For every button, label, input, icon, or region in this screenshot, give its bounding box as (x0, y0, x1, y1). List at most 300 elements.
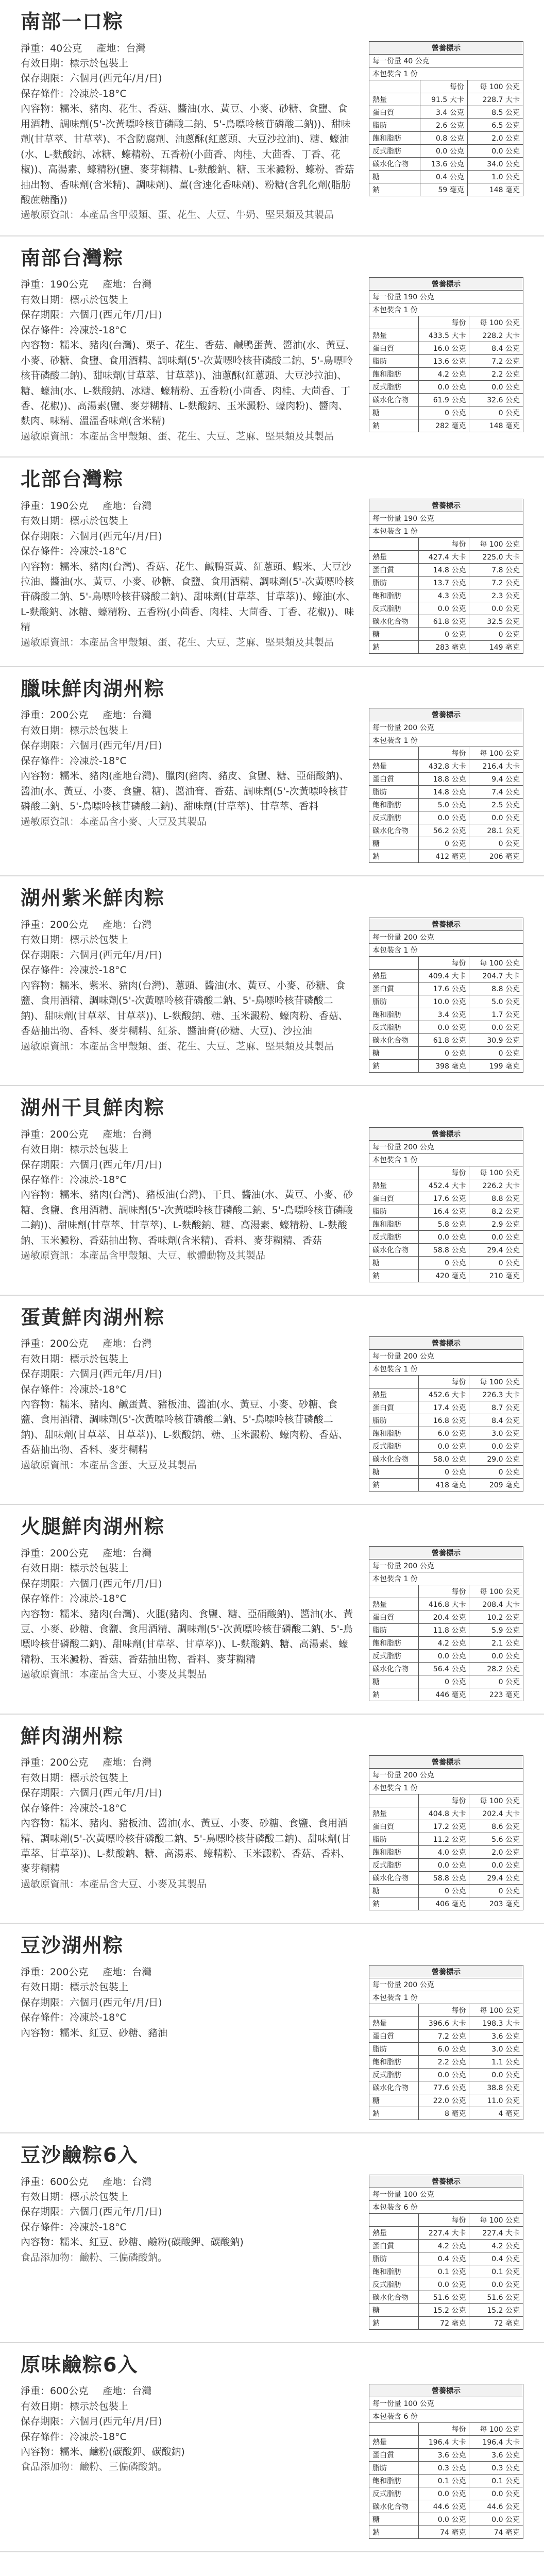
shelf-life-label: 保存期限： (21, 73, 70, 84)
nutrient-per-100g: 228.2 大卡 (469, 329, 523, 342)
nutrient-per-serving: 3.4 公克 (420, 106, 468, 118)
nutrient-row (369, 2316, 523, 2329)
nutrient-per-100g: 6.5 公克 (467, 118, 523, 131)
nutrient-row (369, 811, 523, 824)
nutrient-row (369, 93, 523, 106)
nutrient-per-100g: 0 公克 (469, 837, 523, 850)
expiry-row (21, 1771, 356, 1786)
nutrient-row (369, 406, 523, 419)
shelf-life-label: 保存期限： (21, 530, 70, 542)
net-weight-label: 淨重： (21, 1757, 50, 1769)
nutrient-per-100g: 3.6 公克 (469, 2449, 523, 2462)
nutrient-row (369, 170, 523, 183)
nutrient-name: 鈉 (369, 1269, 419, 1282)
nutrient-per-serving: 0 公克 (418, 1885, 469, 1897)
shelf-life-value: 六個月(西元年/月/日) (70, 2206, 162, 2218)
nutrient-row (369, 1688, 523, 1701)
nutrient-name: 脂肪 (369, 2252, 419, 2265)
nutrient-name: 脂肪 (369, 355, 419, 368)
product-title: 北部台灣粽 (21, 468, 124, 491)
nutrient-per-100g: 4.2 公克 (469, 2239, 523, 2252)
storage-row (21, 2430, 356, 2445)
expiry-value: 標示於包裝上 (70, 2400, 129, 2412)
expiry-row (21, 2190, 356, 2205)
nutrient-row (369, 1217, 523, 1230)
nutrient-per-serving: 11.8 公克 (418, 1623, 469, 1636)
nutrient-per-100g: 51.6 公克 (469, 2291, 523, 2303)
nutrient-name: 蛋白質 (369, 106, 420, 118)
nutrient-per-serving: 17.2 公克 (418, 1820, 469, 1833)
nutrient-name: 蛋白質 (369, 1401, 419, 1414)
nutrition-table (369, 1336, 523, 1492)
nutrient-per-serving: 61.8 公克 (418, 615, 469, 628)
nutrient-col-blank (369, 1376, 419, 1388)
nutrition-header: 營養標示 (369, 1965, 523, 1978)
nutrient-per-100g: 4 毫克 (469, 2107, 523, 2120)
nutrient-name: 蛋白質 (369, 2449, 419, 2462)
nutrient-per-100g: 0 公克 (469, 1466, 523, 1479)
storage-row (21, 323, 356, 338)
nutrient-name: 反式脂肪 (369, 2487, 419, 2500)
origin-value: 台灣 (132, 1547, 152, 1559)
ingredients-text (21, 2235, 244, 2250)
nutrient-per-100g: 2.2 公克 (469, 368, 523, 381)
net-weight-row (21, 1965, 356, 1980)
serving-size: 每一份量 200 公克 (369, 1978, 523, 1991)
nutrition-header: 營養標示 (369, 918, 523, 931)
nutrient-name: 鈉 (369, 183, 420, 196)
nutrient-per-100g: 38.8 公克 (469, 2081, 523, 2094)
nutrient-col-blank (369, 537, 419, 550)
nutrient-per-serving: 6.0 公克 (418, 1427, 469, 1440)
product-section (0, 2343, 544, 2553)
nutrient-row (369, 2069, 523, 2081)
nutrient-per-100g: 204.7 大卡 (469, 970, 523, 982)
shelf-life-row (21, 738, 356, 753)
ingredients-row (21, 2235, 356, 2250)
nutrition-header: 營養標示 (369, 499, 523, 512)
nutrient-name: 熱量 (369, 2226, 419, 2239)
nutrient-name: 碳水化合物 (369, 1662, 419, 1675)
per-100g-header: 每 100 公克 (469, 2423, 523, 2436)
shelf-life-label: 保存期限： (21, 740, 70, 752)
nutrient-per-100g: 199 毫克 (469, 1060, 523, 1073)
net-weight-value: 200公克 (50, 919, 89, 931)
nutrient-per-serving: 404.8 大卡 (418, 1807, 469, 1820)
product-title: 湖州干貝鮮肉粽 (21, 1096, 165, 1120)
nutrient-name: 碳水化合物 (369, 2500, 419, 2513)
allergen-row (21, 635, 356, 650)
nutrient-per-serving: 61.9 公克 (418, 394, 469, 406)
nutrient-row (369, 1243, 523, 1256)
ingredients-text (21, 101, 356, 208)
nutrient-per-100g: 7.4 公克 (469, 786, 523, 799)
serving-size: 每一份量 200 公克 (369, 1350, 523, 1363)
nutrition-panel (369, 1127, 523, 1282)
nutrient-name: 糖 (369, 170, 420, 183)
nutrient-per-100g: 0.0 公克 (469, 381, 523, 394)
servings-per-package: 本包裝含 6 份 (369, 2200, 523, 2213)
expiry-label: 有效日期： (21, 2191, 70, 2203)
expiry-row (21, 2399, 356, 2414)
allergen-row (21, 1039, 356, 1054)
nutrient-per-100g: 196.4 大卡 (469, 2436, 523, 2449)
per-serving-header: 每份 (418, 2423, 469, 2436)
nutrient-name: 飽和脂肪 (369, 1846, 419, 1859)
nutrient-per-100g: 148 毫克 (469, 419, 523, 432)
nutrient-per-serving: 0.4 公克 (418, 2252, 469, 2265)
nutrient-row (369, 2265, 523, 2278)
ingredients-label: 內容物： (21, 1398, 60, 1410)
nutrient-per-serving: 17.4 公克 (418, 1401, 469, 1414)
nutrient-name: 糖 (369, 628, 419, 640)
nutrient-col-blank (369, 316, 419, 329)
nutrition-table (369, 41, 523, 196)
nutrient-name: 反式脂肪 (369, 2278, 419, 2291)
nutrient-per-serving: 56.2 公克 (418, 824, 469, 837)
nutrient-row (369, 1192, 523, 1205)
nutrient-per-100g: 0.0 公克 (469, 1021, 523, 1034)
nutrient-name: 蛋白質 (369, 563, 419, 576)
shelf-life-label: 保存期限： (21, 949, 70, 961)
per-serving-header: 每份 (418, 1376, 469, 1388)
nutrient-name: 脂肪 (369, 1833, 419, 1846)
nutrient-per-serving: 58.8 公克 (418, 1243, 469, 1256)
nutrient-per-100g: 5.0 公克 (469, 995, 523, 1008)
servings-per-package: 本包裝含 1 份 (369, 944, 523, 957)
net-weight-label: 淨重： (21, 1547, 50, 1559)
nutrient-per-serving: 18.8 公克 (418, 773, 469, 786)
nutrient-row (369, 850, 523, 863)
per-100g-header: 每 100 公克 (469, 316, 523, 329)
nutrient-name: 飽和脂肪 (369, 131, 420, 144)
nutrient-per-serving: 17.6 公克 (418, 982, 469, 995)
nutrient-name: 蛋白質 (369, 773, 419, 786)
nutrient-row (369, 1008, 523, 1021)
nutrient-per-serving: 0.0 公克 (418, 1230, 469, 1243)
nutrient-row (369, 2436, 523, 2449)
shelf-life-row (21, 1367, 356, 1382)
nutrient-name: 蛋白質 (369, 2030, 419, 2043)
nutrient-row (369, 2500, 523, 2513)
nutrient-per-serving: 0.0 公克 (418, 2069, 469, 2081)
nutrient-per-serving: 283 毫克 (418, 640, 469, 653)
ingredients-label: 內容物： (21, 340, 60, 351)
ingredients-text (21, 978, 356, 1039)
allergen-text: 過敏原資訊：本產品含小麥、大豆及其製品 (21, 816, 207, 827)
nutrient-row (369, 1021, 523, 1034)
nutrient-name: 飽和脂肪 (369, 2475, 419, 2487)
nutrient-per-serving: 3.4 公克 (418, 1008, 469, 1021)
per-100g-header: 每 100 公克 (469, 957, 523, 970)
nutrient-name: 熱量 (369, 970, 419, 982)
nutrient-per-serving: 13.7 公克 (418, 576, 469, 589)
nutrient-name: 反式脂肪 (369, 1859, 419, 1872)
nutrient-per-100g: 203 毫克 (469, 1897, 523, 1910)
product-section (0, 1296, 544, 1505)
nutrition-header: 營養標示 (369, 1127, 523, 1140)
ingredients-value: 糯米、紅豆、砂糖、豬油 (60, 2027, 168, 2039)
nutrient-per-serving: 74 毫克 (418, 2526, 469, 2539)
ingredients-value: 糯米、紅豆、砂糖、鹼粉(碳酸鉀、碳酸鈉) (60, 2236, 244, 2248)
shelf-life-value: 六個月(西元年/月/日) (70, 1578, 162, 1589)
nutrition-panel (369, 41, 523, 223)
ingredients-value: 糯米、豬肉(台灣)、香菇、花生、鹹鴨蛋黃、紅蔥頭、蝦米、大豆沙拉油、醬油(水、黃豆、小麥、砂糖、食鹽、食用酒精、調味劑(5'-次黃嘌呤核苷磷酸二鈉、5'-鳥嘌呤核苷磷酸二鈉)、甜味劑(甘草萃、甘草萃))、蠔油(水、L-麩酸鈉、冰糖、蠔精粉、五香粉(小茴香、肉桂、大茴香、丁香、花椒))、味精 (21, 561, 356, 633)
product-info (21, 708, 356, 863)
nutrient-name: 蛋白質 (369, 1192, 419, 1205)
nutrient-row (369, 2094, 523, 2107)
ingredients-value: 糯米、豬肉、鹹蛋黃、豬板油、醬油(水、黃豆、小麥、砂糖、食鹽、食用酒精、調味劑(5'-次黃嘌呤核苷磷酸二鈉、5'-鳥嘌呤核苷磷酸二鈉)、甜味劑(甘草萃、甘草萃))、L-麩酸鈉、糖、玉米澱粉、蠔肉粉、香菇、香菇抽出物、香料、麥芽糊精 (21, 1398, 348, 1456)
nutrition-table (369, 2175, 523, 2330)
per-100g-header: 每 100 公克 (469, 1166, 523, 1179)
nutrient-name: 糖 (369, 1256, 419, 1269)
nutrient-name: 鈉 (369, 850, 419, 863)
nutrient-per-serving: 420 毫克 (418, 1269, 469, 1282)
net-weight-row (21, 499, 356, 514)
storage-row (21, 1173, 356, 1188)
nutrient-per-100g: 0 公克 (469, 1885, 523, 1897)
shelf-life-value: 六個月(西元年/月/日) (70, 530, 162, 542)
origin-value: 台灣 (132, 709, 152, 721)
net-weight-label: 淨重： (21, 1967, 50, 1978)
origin-value: 台灣 (132, 2176, 152, 2188)
nutrient-per-serving: 5.8 公克 (418, 1217, 469, 1230)
nutrient-per-100g: 226.3 大卡 (469, 1388, 523, 1401)
nutrient-name: 熱量 (369, 1388, 419, 1401)
nutrient-per-100g: 202.4 大卡 (469, 1807, 523, 1820)
net-weight-row (21, 41, 356, 56)
ingredients-row (21, 1397, 356, 1458)
nutrient-per-serving: 11.2 公克 (418, 1833, 469, 1846)
storage-value: 冷凍於-18°C (70, 1174, 127, 1185)
shelf-life-row (21, 71, 356, 86)
ingredients-label: 內容物： (21, 770, 60, 782)
nutrient-row (369, 837, 523, 850)
nutrient-row (369, 355, 523, 368)
product-info (21, 1755, 356, 1910)
net-weight-label: 淨重： (21, 42, 50, 54)
product-title: 蛋黃鮮肉湖州粽 (21, 1306, 165, 1329)
per-100g-header: 每 100 公克 (469, 2004, 523, 2017)
product-info (21, 277, 356, 444)
nutrient-row (369, 563, 523, 576)
nutrient-per-100g: 8.2 公克 (469, 1205, 523, 1217)
nutrient-per-serving: 412 毫克 (418, 850, 469, 863)
ingredients-text (21, 1188, 356, 1248)
nutrient-name: 飽和脂肪 (369, 368, 419, 381)
nutrient-row (369, 550, 523, 563)
expiry-value: 標示於包裝上 (70, 1353, 129, 1365)
nutrient-per-100g: 32.5 公克 (469, 615, 523, 628)
nutrient-row (369, 640, 523, 653)
nutrient-per-serving: 196.4 大卡 (418, 2436, 469, 2449)
product-info (21, 1336, 356, 1492)
ingredients-row (21, 769, 356, 814)
nutrient-name: 碳水化合物 (369, 824, 419, 837)
storage-label: 保存條件： (21, 2012, 70, 2024)
nutrient-per-serving: 13.6 公克 (418, 355, 469, 368)
storage-row (21, 1382, 356, 1397)
nutrient-col-blank (369, 2213, 419, 2226)
nutrient-per-serving: 0 公克 (418, 1047, 469, 1060)
nutrient-per-100g: 3.6 公克 (469, 2030, 523, 2043)
nutrient-per-serving: 0.3 公克 (418, 2462, 469, 2475)
nutrient-row (369, 118, 523, 131)
expiry-value: 標示於包裝上 (70, 724, 129, 736)
nutrient-per-100g: 0.0 公克 (469, 2487, 523, 2500)
nutrition-header: 營養標示 (369, 708, 523, 721)
nutrient-name: 脂肪 (369, 576, 419, 589)
nutrient-per-serving: 2.6 公克 (420, 118, 468, 131)
nutrition-header: 營養標示 (369, 1756, 523, 1769)
servings-per-package: 本包裝含 1 份 (369, 1572, 523, 1585)
nutrient-per-100g: 0.0 公克 (469, 1440, 523, 1453)
nutrient-name: 脂肪 (369, 1623, 419, 1636)
expiry-value: 標示於包裝上 (70, 1144, 129, 1156)
nutrient-col-blank (369, 80, 420, 93)
origin-label: 產地： (103, 279, 132, 291)
shelf-life-value: 六個月(西元年/月/日) (70, 309, 162, 321)
per-serving-header: 每份 (418, 537, 469, 550)
per-100g-header: 每 100 公克 (469, 2213, 523, 2226)
nutrient-name: 反式脂肪 (369, 1440, 419, 1453)
nutrient-per-100g: 2.3 公克 (469, 589, 523, 602)
nutrient-per-100g: 3.0 公克 (469, 1427, 523, 1440)
shelf-life-row (21, 308, 356, 323)
nutrient-name: 脂肪 (369, 2043, 419, 2056)
allergen-row (21, 1458, 356, 1473)
nutrient-row (369, 2303, 523, 2316)
nutrient-name: 蛋白質 (369, 1611, 419, 1623)
storage-label: 保存條件： (21, 2221, 70, 2233)
nutrient-per-serving: 51.6 公克 (418, 2291, 469, 2303)
nutrient-per-100g: 7.2 公克 (469, 576, 523, 589)
origin-value: 台灣 (132, 2385, 152, 2397)
storage-value: 冷凍於-18°C (70, 324, 127, 336)
nutrient-per-100g: 32.6 公克 (469, 394, 523, 406)
nutrient-name: 鈉 (369, 1060, 419, 1073)
per-100g-header: 每 100 公克 (469, 747, 523, 760)
nutrient-row (369, 2291, 523, 2303)
nutrient-per-100g: 1.7 公克 (469, 1008, 523, 1021)
nutrient-per-100g: 1.0 公克 (467, 170, 523, 183)
ingredients-text (21, 1397, 356, 1458)
nutrient-per-100g: 28.2 公克 (469, 1662, 523, 1675)
allergen-row (21, 429, 356, 444)
ingredients-row (21, 101, 356, 208)
nutrient-row (369, 2107, 523, 2120)
ingredients-value: 糯米、豬肉(台灣)、火腿(豬肉、食鹽、糖、亞硝酸鈉)、醬油(水、黃豆、小麥、砂糖、食鹽、食用酒精、調味劑(5'-次黃嘌呤核苷磷酸二鈉、5'-鳥嘌呤核苷磷酸二鈉)、甜味劑(甘草萃、甘草萃))、L-麩酸鈉、糖、高湯素、蠔精粉、玉米澱粉、香菇、香菇抽出物、香料、麥芽糊精 (21, 1608, 353, 1665)
nutrient-per-serving: 409.4 大卡 (418, 970, 469, 982)
nutrient-per-serving: 3.6 公克 (418, 2449, 469, 2462)
nutrient-per-100g: 2.0 公克 (469, 1846, 523, 1859)
ingredients-row (21, 1607, 356, 1668)
product-title: 鮮肉湖州粽 (21, 1724, 124, 1748)
nutrient-per-serving: 15.2 公克 (418, 2303, 469, 2316)
nutrient-per-100g: 227.4 大卡 (469, 2226, 523, 2239)
per-serving-header: 每份 (420, 80, 468, 93)
product-section (0, 1715, 544, 1924)
nutrient-name: 鈉 (369, 1479, 419, 1492)
nutrient-per-serving: 0.0 公克 (418, 1440, 469, 1453)
net-weight-row (21, 277, 356, 292)
shelf-life-value: 六個月(西元年/月/日) (70, 1368, 162, 1380)
nutrient-name: 熱量 (369, 2436, 419, 2449)
storage-row (21, 1801, 356, 1816)
nutrient-row (369, 760, 523, 773)
nutrient-name: 糖 (369, 2094, 419, 2107)
nutrient-row (369, 2239, 523, 2252)
expiry-value: 標示於包裝上 (70, 1981, 129, 1993)
nutrient-per-serving: 10.0 公克 (418, 995, 469, 1008)
nutrient-per-serving: 6.0 公克 (418, 2043, 469, 2056)
nutrient-per-serving: 4.2 公克 (418, 2239, 469, 2252)
nutrient-row (369, 368, 523, 381)
nutrient-row (369, 1034, 523, 1047)
storage-row (21, 2220, 356, 2235)
nutrient-row (369, 1611, 523, 1623)
net-weight-row (21, 1546, 356, 1561)
nutrient-per-100g: 8.4 公克 (469, 342, 523, 355)
origin-label: 產地： (103, 2176, 132, 2188)
nutrient-per-serving: 0 公克 (418, 1675, 469, 1688)
nutrient-row (369, 982, 523, 995)
nutrient-row (369, 1885, 523, 1897)
product-info (21, 1127, 356, 1282)
nutrient-per-serving: 396.6 大卡 (418, 2017, 469, 2030)
shelf-life-label: 保存期限： (21, 2416, 70, 2428)
net-weight-label: 淨重： (21, 279, 50, 291)
serving-size: 每一份量 190 公克 (369, 291, 523, 303)
ingredients-text (21, 338, 356, 429)
origin-value: 台灣 (132, 919, 152, 931)
nutrient-name: 飽和脂肪 (369, 799, 419, 811)
shelf-life-label: 保存期限： (21, 309, 70, 321)
expiry-label: 有效日期： (21, 1981, 70, 1993)
nutrient-row (369, 1427, 523, 1440)
nutrient-row (369, 628, 523, 640)
shelf-life-value: 六個月(西元年/月/日) (70, 1159, 162, 1171)
storage-row (21, 963, 356, 978)
nutrient-per-100g: 0.0 公克 (469, 2069, 523, 2081)
shelf-life-row (21, 1786, 356, 1801)
nutrient-row (369, 157, 523, 170)
nutrient-name: 熱量 (369, 760, 419, 773)
product-title: 火腿鮮肉湖州粽 (21, 1515, 165, 1538)
net-weight-value: 200公克 (50, 709, 89, 721)
nutrient-name: 碳水化合物 (369, 394, 419, 406)
nutrient-per-100g: 209 毫克 (469, 1479, 523, 1492)
shelf-life-label: 保存期限： (21, 1787, 70, 1799)
nutrient-name: 鈉 (369, 640, 419, 653)
nutrition-header: 營養標示 (369, 1337, 523, 1350)
nutrient-per-serving: 0.0 公克 (418, 2278, 469, 2291)
nutrient-per-100g: 0 公克 (469, 1047, 523, 1060)
nutrient-per-serving: 20.4 公克 (418, 1611, 469, 1623)
ingredients-label: 內容物： (21, 1608, 60, 1620)
ingredients-value: 糯米、豬肉(台灣)、栗子、花生、香菇、鹹鴨蛋黃、醬油(水、黃豆、小麥、砂糖、食鹽、食用酒精、調味劑(5'-次黃嘌呤核苷磷酸二鈉、5'-鳥嘌呤核苷磷酸二鈉)、甜味劑(甘草萃、甘草萃))、油蔥酥(紅蔥頭、大豆沙拉油)、糖、蠔油(水、L-麩酸鈉、冰糖、蠔精粉、五香粉(小茴香、肉桂、大茴香、丁香、花椒))、高湯素(鹽、麥芽糊精、L-麩酸鈉、玉米澱粉、蠔肉粉)、醬肉、麩肉、味精、溫溫香味劑(含米精) (21, 340, 355, 427)
product-section (0, 2133, 544, 2343)
nutrient-row (369, 144, 523, 157)
ingredients-label: 內容物： (21, 2027, 60, 2039)
nutrient-per-serving: 4.3 公克 (418, 589, 469, 602)
nutrient-per-100g: 7.2 公克 (469, 355, 523, 368)
ingredients-value: 糯米、豬肉(台灣)、豬板油(台灣)、干貝、醬油(水、黃豆、小麥、砂糖、食鹽、食用酒精、調味劑(5'-次黃嘌呤核苷磷酸二鈉、5'-鳥嘌呤核苷磷酸二鈉))、甜味劑(甘草萃、甘草萃)、L-麩酸鈉、糖、高湯素、蠔精粉、L-麩酸鈉、玉米澱粉、香菇抽出物、香味劑(含米精)、香料、麥芽糊精、香菇 (21, 1189, 353, 1246)
nutrient-row (369, 1636, 523, 1649)
nutrient-per-serving: 0.1 公克 (418, 2475, 469, 2487)
allergen-row (21, 815, 356, 829)
origin-label: 產地： (103, 500, 132, 512)
